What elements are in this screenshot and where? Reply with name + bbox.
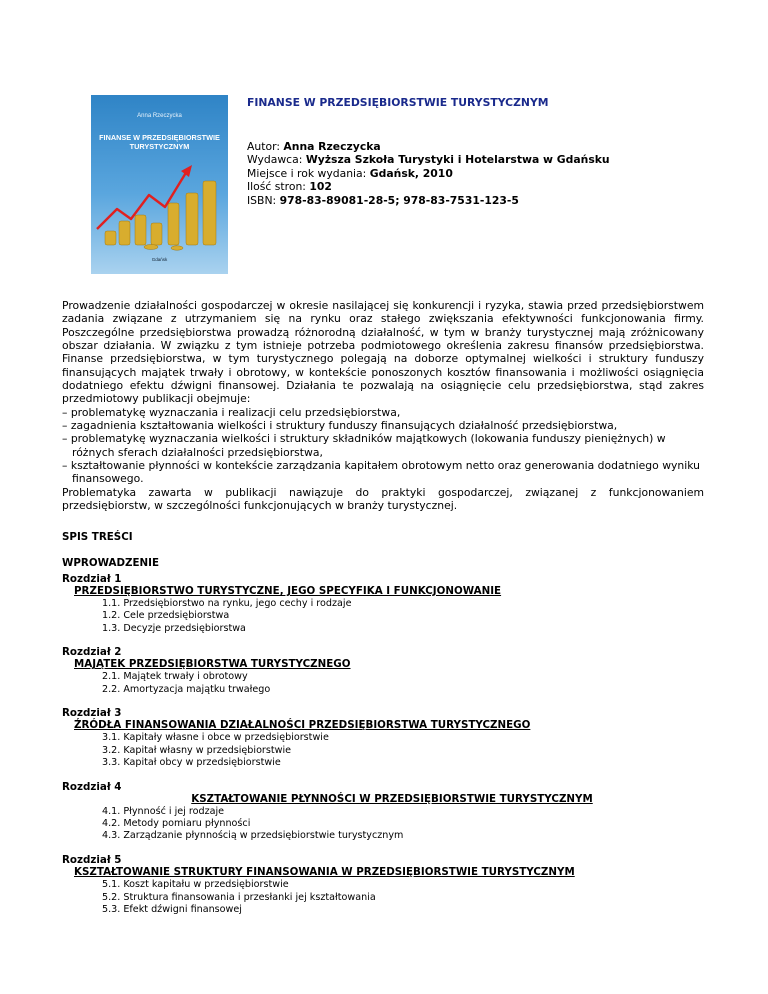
chapter-label: Rozdział 5 (62, 854, 122, 867)
chapter-label: Rozdział 1 (62, 573, 122, 585)
toc-chapter-1 (62, 573, 722, 635)
chapter-sections (62, 879, 722, 916)
pages-value: 102 (309, 180, 332, 194)
section-item: 5.1. Koszt kapitału w przedsiębiorstwie (102, 879, 289, 891)
publisher-label: Wydawca: (247, 153, 303, 167)
cover-city: Gdańsk (151, 257, 168, 262)
section-item: 4.3. Zarządzanie płynnością w przedsiębiorstwie turystycznym (102, 830, 404, 842)
book-title: FINANSE W PRZEDSIĘBIORSTWIE TURYSTYCZNYM (247, 96, 549, 109)
toc-intro: WPROWADZENIE (62, 557, 159, 569)
cover-title (91, 133, 228, 151)
toc-chapter-2 (62, 646, 722, 696)
table-of-contents (62, 573, 722, 928)
section-item: 4.2. Metody pomiaru płynności (102, 818, 251, 830)
description-item: – problematykę wyznaczania wielkości i struktury składników majątkowych (lokowania funduszy pieniężnych) w różnych sferach działalności przedsiębiorstwa, (62, 432, 666, 459)
chapter-label: Rozdział 4 (62, 780, 122, 793)
chapter-title: ŹRÓDŁA FINANSOWANIA DZIAŁALNOŚCI PRZEDSIĘBIORSTWA TURYSTYCZNEGO (74, 719, 531, 732)
section-item: 1.3. Decyzje przedsiębiorstwa (102, 622, 246, 634)
publisher-line (247, 153, 610, 166)
section-item: 2.2. Amortyzacja majątku trwałego (102, 683, 271, 695)
section-item: 1.1. Przedsiębiorstwo na rynku, jego cechy i rodzaje (102, 598, 352, 609)
coins-and-arrow-illustration (91, 163, 228, 253)
author-line (247, 140, 610, 153)
place-year-line (247, 167, 610, 180)
book-cover-image (91, 95, 228, 274)
place-year-value: Gdańsk, 2010 (369, 166, 453, 180)
description-item: – problematykę wyznaczania i realizacji celu przedsiębiorstwa, (62, 405, 401, 419)
isbn-value: 978-83-89081-28-5; 978-83-7531-123-5 (279, 193, 519, 207)
pages-label: Ilość stron: (247, 180, 306, 194)
chapter-sections (62, 598, 722, 635)
book-description (62, 299, 704, 513)
isbn-line (247, 194, 610, 207)
isbn-label: ISBN: (247, 193, 277, 207)
pages-line (247, 180, 610, 193)
arrow-head-icon (181, 165, 192, 177)
author-value: Anna Rzeczycka (283, 140, 381, 153)
cover-title-line2: TURYSTYCZNYM (129, 142, 190, 151)
chapter-label: Rozdział 2 (62, 646, 122, 659)
section-item: 4.1. Płynność i jej rodzaje (102, 805, 225, 817)
description-intro: Prowadzenie działalności gospodarczej w okresie nasilającej się konkurencji i ryzyka, stawia przed przedsiębiorstwem zadania związane z utrzymaniem się na rynku oraz stałego zwiększania efektywności funkcjonowania firmy. Poszczególne przedsiębiorstwa prowadzą różnorodną działalność, w tym w branży turystycznej mają zróżnicowany obszar działania. W związku z tym istnieje potrzeba podmiotowego określenia zakresu finansów przedsiębiorstwa. Finanse przedsiębiorstwa, w tym turystycznego polegają na doborze optymalnej wielkości i struktury funduszy finansujących majątek trwały i obrotowy, w kontekście ponoszonych kosztów finansowania i możliwości osiągnięcia dodatniego efektu dźwigni finansowej. Działania te pozwalają na osiągnięcie celu przedsiębiorstwa, stąd zakres przedmiotowy publikacji obejmuje: (62, 299, 704, 406)
chapter-title: PRZEDSIĘBIORSTWO TURYSTYCZNE, JEGO SPECYFIKA I FUNKCJONOWANIE (74, 585, 502, 597)
toc-chapter-3 (62, 707, 722, 769)
description-item: – zagadnienia kształtowania wielkości i struktury funduszy finansujących działalność przedsiębiorstwa, (62, 419, 618, 433)
cover-title-line1: FINANSE W PRZEDSIĘBIORSTWIE (99, 133, 220, 142)
section-item: 5.2. Struktura finansowania i przesłanki jej kształtowania (102, 891, 376, 903)
coin-stacks (105, 181, 216, 250)
description-list (62, 406, 704, 486)
toc-title: SPIS TREŚCI (62, 531, 133, 543)
section-item: 3.2. Kapitał własny w przedsiębiorstwie (102, 744, 292, 756)
section-item: 3.1. Kapitały własne i obce w przedsiębiorstwie (102, 732, 329, 744)
chapter-title: KSZTAŁTOWANIE PŁYNNOŚCI W PRZEDSIĘBIORSTWIE TURYSTYCZNYM (191, 792, 593, 805)
description-closing: Problematyka zawarta w publikacji nawiązuje do praktyki gospodarczej, związanej z funkcjonowaniem przedsiębiorstw, w szczególności funkcjonujących w branży turystycznej. (62, 485, 704, 513)
chapter-title: KSZTAŁTOWANIE STRUKTURY FINANSOWANIA W PRZEDSIĘBIORSTWIE TURYSTYCZNYM (74, 866, 575, 879)
chapter-sections (62, 732, 722, 769)
book-metadata (247, 140, 610, 207)
section-item: 3.3. Kapitał obcy w przedsiębiorstwie (102, 757, 281, 769)
chapter-sections (62, 671, 722, 696)
section-item: 2.1. Majątek trwały i obrotowy (102, 671, 248, 683)
chapter-title: MAJĄTEK PRZEDSIĘBIORSTWA TURYSTYCZNEGO (74, 658, 351, 671)
toc-chapter-4 (62, 781, 722, 843)
place-year-label: Miejsce i rok wydania: (247, 166, 367, 180)
author-label: Autor: (247, 140, 280, 153)
section-item: 5.3. Efekt dźwigni finansowej (102, 903, 242, 915)
cover-author: Anna Rzeczycka (137, 113, 182, 119)
chapter-label: Rozdział 3 (62, 707, 122, 720)
publisher-value: Wyższa Szkoła Turystyki i Hotelarstwa w Gdańsku (305, 153, 610, 167)
description-item: – kształtowanie płynności w kontekście zarządzania kapitałem obrotowym netto oraz generowania dodatniego wyniku finansowego. (62, 459, 701, 486)
chapter-sections (62, 806, 722, 843)
section-item: 1.2. Cele przedsiębiorstwa (102, 610, 230, 622)
toc-chapter-5 (62, 854, 722, 916)
